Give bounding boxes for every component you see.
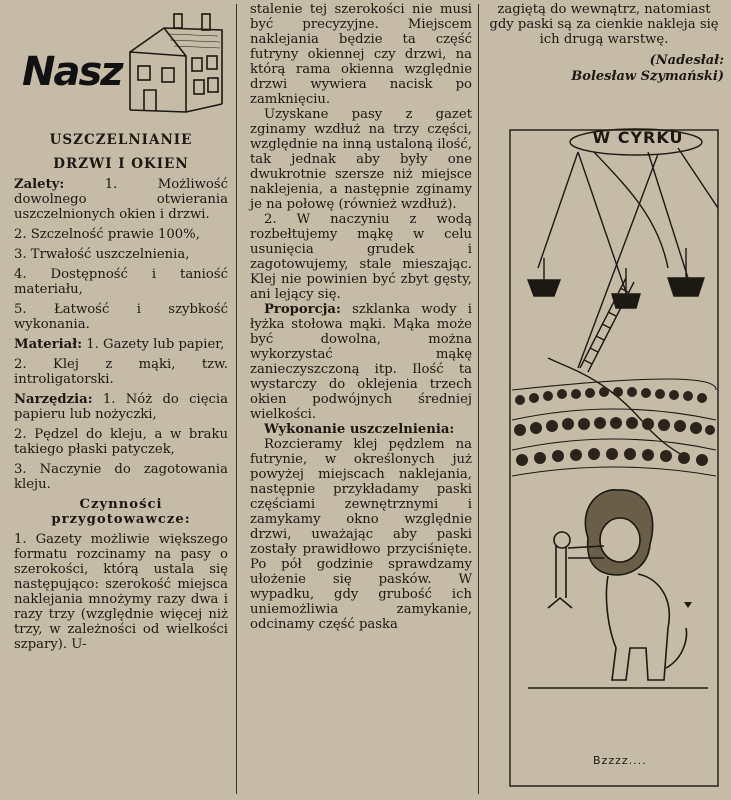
advantages-paragraph xyxy=(14,177,228,222)
circus-sign: W CYRKU xyxy=(592,128,684,147)
tools-item-2: 2. Pędzel do kleju, a w braku takiego płaski patyczek, xyxy=(14,427,228,457)
proportion-text: szklanka wody i łyżka stołowa mąki. Mąka może być dowolna, można wykorzystać mąkę zanieczyszczoną itp. Ilość ta wystarczy do oklejenia trzech okien podwójnych średniej wielkości. xyxy=(250,302,472,422)
column-1 xyxy=(14,0,228,652)
advantage-item-5: 5. Łatwość i szybkość wykonania. xyxy=(14,302,228,332)
article-title-line-2: DRZWI I OKIEN xyxy=(53,156,189,172)
article-title-line-1: USZCZELNIANIE xyxy=(49,132,193,148)
col2-paragraph-2: Uzyskane pasy z gazet zginamy wzdłuż na trzy części, względnie na inną ustaloną ilość, tak jednak aby były one dwukrotnie szersze niż miejsce naklejenia, a następnie zginamy je na połowę (również wzdłuż). xyxy=(250,107,472,212)
material-label: Materiał: xyxy=(14,337,83,352)
proportion-paragraph xyxy=(250,302,472,422)
column-rule-1 xyxy=(236,4,237,794)
advantage-item-4: 4. Dostępność i taniość materiału, xyxy=(14,267,228,297)
execution-heading: Wykonanie uszczelnienia: xyxy=(264,422,455,437)
advantages-label: Zalety: xyxy=(14,177,65,192)
tools-item-3: 3. Naczynie do zagotowania kleju. xyxy=(14,462,228,492)
lion-illustration xyxy=(528,490,708,688)
advantage-item-2: 2. Szczelność prawie 100%, xyxy=(14,227,200,242)
audience-heads xyxy=(514,387,715,466)
circus-cartoon xyxy=(508,128,720,790)
tools-paragraph xyxy=(14,392,228,422)
col2-paragraph-1: stalenie tej szerokości nie musi być precyzyjne. Miejscem naklejania będzie ta część futryny okiennej czy drzwi, na którą rama okienna względnie drzwi wywiera nacisk po zamknięciu. xyxy=(250,2,472,107)
tools-label: Narzędzia: xyxy=(14,392,93,407)
material-paragraph xyxy=(14,337,228,352)
column-2 xyxy=(250,2,472,632)
advantage-item-3: 3. Trwałość uszczelnienia, xyxy=(14,247,190,262)
column-3 xyxy=(484,2,724,85)
col2-paragraph-5: Rozcieramy klej pędzlem na futrynie, w określonych już powyżej miejscach naklejania, następnie przykładamy paski częściami zewnętrznymi i zamykamy okno względnie drzwi, uważając aby paski zostały prawidłowo przyciśnięte. Po pół godzinie sprawdzamy ułożenie się pasków. W wypadku, gdy grubość ich uniemożliwia zamykanie, odcinamy część paska xyxy=(250,437,472,632)
col3-paragraph-1: zagiętą do wewnątrz, natomiast gdy paski są za cienkie nakleja się ich drugą warstwę. xyxy=(489,2,719,47)
preparation-step-1: 1. Gazety możliwie większego formatu rozcinamy na pasy o szerokości, którą ustala się następująco: szerokość miejsca naklejania mnożymy razy dwa i razy trzy (względnie więcej niż trzy, w zależności od wielkości szpary). U- xyxy=(14,532,228,652)
cartoon-caption: Bzzzz.... xyxy=(593,754,647,767)
section-logo xyxy=(14,0,228,120)
signoff-line-2: Bolesław Szymański) xyxy=(571,69,724,84)
column-rule-2 xyxy=(478,4,479,794)
logo-word: Nasz xyxy=(22,49,122,95)
material-item-2: 2. Klej z mąki, tzw. introligatorski. xyxy=(14,357,228,387)
material-text: 1. Gazety lub papier, xyxy=(82,337,225,352)
col2-paragraph-3: 2. W naczyniu z wodą rozbełtujemy mąkę w celu usunięcia grudek i zagotowujemy, stale mieszając. Klej nie powinien być zbyt gęsty, ani lejący się. xyxy=(250,212,472,302)
proportion-label: Proporcja: xyxy=(264,302,341,317)
advantages-text: 1. Możliwość dowolnego otwierania uszczelnionych okien i drzwi. xyxy=(14,177,228,222)
tools-text: 1. Nóż do cięcia papieru lub nożyczki, xyxy=(14,392,228,422)
signoff-line-1: (Nadesłał: xyxy=(649,53,724,68)
preparation-heading: Czynności przygotowawcze: xyxy=(51,497,191,527)
